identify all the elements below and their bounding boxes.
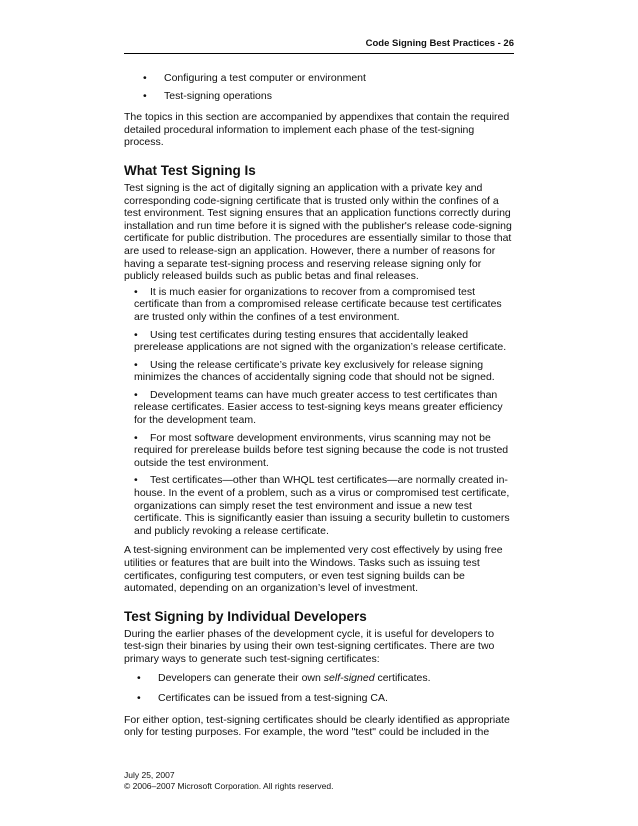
page-content	[124, 72, 516, 748]
certificate-options-list	[134, 672, 516, 705]
bullet-icon: •	[143, 89, 147, 102]
list-item: • It is much easier for organizations to recover from a compromised test certificate than from a compromised release certificate because test certificates are trusted only within the confines of a test environment.	[134, 285, 502, 323]
bullet-icon: •	[134, 358, 138, 371]
bullet-icon: •	[134, 474, 138, 487]
section2-closing-paragraph: For either option, test-signing certificates should be clearly identified as appropriate only for testing purposes. For example, the word "test" could be included in the	[124, 713, 510, 739]
footer-date: July 25, 2007	[124, 770, 175, 780]
list-item: • Test certificates—other than WHQL test certificates—are normally created in-house. In the event of a problem, such as a virus or compromised test certificate, organizations can simply reset the test environment and issue a new test certificate. This is significantly easier than issuing a security bulletin to customers and publicly revoking a release certificate.	[134, 474, 510, 537]
list-item: • Test-signing operations	[143, 89, 272, 102]
bullet-icon: •	[137, 671, 141, 684]
bullet-icon: •	[143, 72, 147, 84]
section-heading-what-test-signing-is: What Test Signing Is	[124, 162, 256, 178]
list-item: • Development teams can have much greater access to test certificates than release certificates. Easier access to test-signing keys means greater efficiency for the development team.	[134, 388, 503, 427]
list-item: • For most software development environments, virus scanning may not be required for prerelease builds before test signing because the code is not trusted outside the test environment.	[134, 431, 509, 469]
intro-paragraph: The topics in this section are accompanied by appendixes that contain the required detailed procedural information to implement each phase of the test-signing process.	[124, 111, 510, 149]
header-rule	[124, 53, 514, 54]
list-item: • Certificates can be issued from a test-signing CA.	[137, 692, 388, 705]
reasons-list	[134, 286, 516, 538]
page-footer	[124, 770, 333, 792]
bullet-icon: •	[134, 328, 138, 341]
list-item: • Using test certificates during testing ensures that accidentally leaked prerelease applications are not signed with the organization’s release certificate.	[134, 328, 507, 354]
bullet-icon: •	[137, 692, 141, 705]
bullet-icon: •	[134, 388, 138, 401]
bullet-icon: •	[134, 285, 138, 298]
list-item: • Developers can generate their own self-signed certificates.	[137, 671, 431, 684]
top-bullet-list	[140, 72, 516, 102]
list-item: • Using the release certificate’s private key exclusively for release signing minimizes the chances of accidentally signing code that should not be signed.	[134, 358, 495, 384]
list-item: • Configuring a test computer or environment	[143, 72, 366, 84]
running-header: Code Signing Best Practices - 26	[365, 38, 514, 49]
section1-closing-paragraph: A test-signing environment can be implemented very cost effectively by using free utilities or features that are built into the Windows. Tasks such as issuing test certificates, configuring test computers, or even test signing builds can be automated, depending on an organization’s level of investment.	[124, 544, 503, 595]
section1-paragraph: Test signing is the act of digitally signing an application with a private key and corresponding code-signing certificate that is trusted only within the confines of a test environment. Test signing ensures that an application functions correctly during installation and run time before it is signed with the publisher's release code-signing certificate for public distribution. The procedures are essentially similar to those that are used to release-sign an application. However, there a number of reasons for having a separate test-signing process and reserving release signing only for publicly released builds such as public betas and final releases.	[124, 181, 512, 283]
section-heading-individual-developers: Test Signing by Individual Developers	[124, 608, 367, 624]
footer-copyright: © 2006–2007 Microsoft Corporation. All rights reserved.	[124, 781, 334, 791]
bullet-icon: •	[134, 431, 138, 444]
section2-paragraph: During the earlier phases of the development cycle, it is useful for developers to test-sign their binaries by using their own test-signing certificates. There are two primary ways to generate such test-signing certificates:	[124, 627, 495, 665]
